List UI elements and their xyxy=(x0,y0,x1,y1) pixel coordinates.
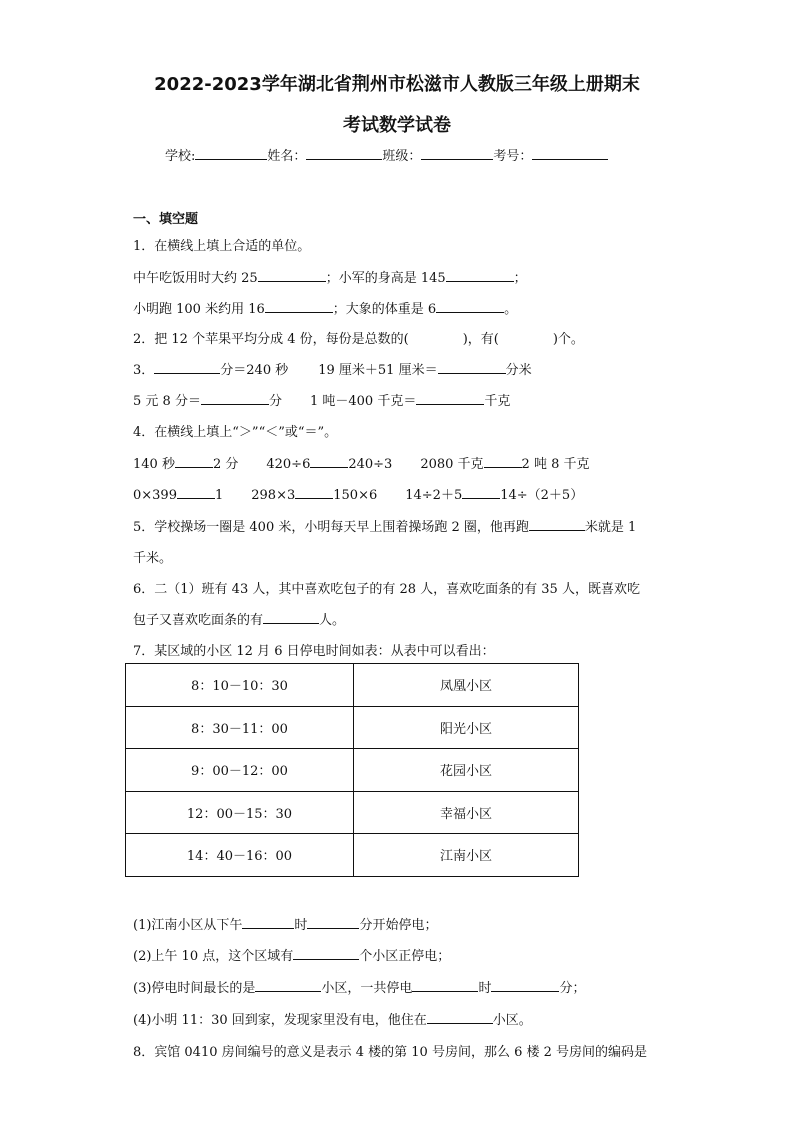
answer-blank[interactable] xyxy=(154,361,220,374)
answer-blank[interactable] xyxy=(307,916,359,929)
table-row xyxy=(126,664,579,707)
outage-time-cell: 12：00－15：30 xyxy=(126,791,354,834)
answer-blank[interactable] xyxy=(436,300,504,313)
q3-text: 3． xyxy=(133,363,155,378)
q7-stem: 7．某区域的小区 12 月 6 日停电时间如表：从表中可以看出： xyxy=(133,644,495,659)
q4-text: 150×6 xyxy=(333,488,378,503)
q4-text: 14÷2＋5 xyxy=(405,488,463,503)
q3-line2 xyxy=(133,390,510,409)
answer-blank[interactable] xyxy=(258,269,326,282)
answer-blank[interactable] xyxy=(438,361,506,374)
q4-text: 298×3 xyxy=(251,488,296,503)
q4-text: 2 分 xyxy=(212,457,239,472)
answer-blank[interactable] xyxy=(491,979,559,992)
outage-time-cell: 8：30－11：00 xyxy=(126,706,354,749)
q3-text: 千克 xyxy=(484,394,511,409)
q7-text: 小区。 xyxy=(492,1013,532,1028)
q6-text: 人。 xyxy=(319,613,346,628)
q4-text: 140 秒 xyxy=(133,457,175,472)
answer-blank[interactable] xyxy=(255,979,321,992)
student-info-row xyxy=(165,145,608,164)
q5-text: 米就是 1 xyxy=(584,520,637,535)
q3-line1 xyxy=(133,359,532,378)
q5-text: 5．学校操场一圈是 400 米，小明每天早上围着操场跑 2 圈，他再跑 xyxy=(133,520,529,535)
q4-row2 xyxy=(133,484,583,503)
community-name-cell: 凤凰小区 xyxy=(354,664,579,707)
answer-blank[interactable] xyxy=(242,916,294,929)
q5-line1 xyxy=(133,516,636,535)
q4-row1 xyxy=(133,453,590,472)
q1-stem: 1．在横线上填上合适的单位。 xyxy=(133,239,311,254)
q4-text: 2 吨 8 千克 xyxy=(521,457,590,472)
q3-text: 1 吨－400 千克＝ xyxy=(309,394,417,409)
q1-text: 。 xyxy=(504,302,518,317)
class-blank[interactable] xyxy=(421,147,493,160)
community-name-cell: 花园小区 xyxy=(354,749,579,792)
q4-text: 240÷3 xyxy=(348,457,393,472)
answer-blank[interactable] xyxy=(529,518,585,531)
q3-text: 5 元 8 分＝ xyxy=(133,394,201,409)
exam-title-line2: 考试数学试卷 xyxy=(343,115,451,136)
q6-line1: 6．二（1）班有 43 人，其中喜欢吃包子的有 28 人，喜欢吃面条的有 35 人，既喜欢吃 xyxy=(133,582,640,597)
community-name-cell: 幸福小区 xyxy=(354,791,579,834)
name-blank[interactable] xyxy=(306,147,382,160)
q5-line2: 千米。 xyxy=(133,551,173,566)
q7-sub4 xyxy=(133,1009,532,1028)
outage-time-cell: 8：10－10：30 xyxy=(126,664,354,707)
answer-blank[interactable] xyxy=(201,392,269,405)
compare-blank[interactable] xyxy=(484,455,522,468)
community-name-cell: 阳光小区 xyxy=(354,706,579,749)
q7-sub2 xyxy=(133,945,450,964)
q7-text: (2)上午 10 点，这个区域有 xyxy=(133,949,294,964)
q7-text: 分开始停电； xyxy=(359,918,438,933)
q4-text: 14÷（2＋5） xyxy=(500,488,584,503)
q1-text: ；小军的身高是 145 xyxy=(325,271,446,286)
q7-text: 个小区正停电； xyxy=(359,949,451,964)
section-heading-fill-blank: 一、填空题 xyxy=(133,212,199,227)
q2-text: )个。 xyxy=(552,332,584,347)
compare-blank[interactable] xyxy=(462,486,500,499)
q4-text: 420÷6 xyxy=(266,457,311,472)
q1-text: ； xyxy=(513,271,527,286)
table-row xyxy=(126,749,579,792)
community-name-cell: 江南小区 xyxy=(354,834,579,877)
outage-schedule-table xyxy=(125,663,579,877)
q7-text: 小区，一共停电 xyxy=(321,981,413,996)
school-label: 学校: xyxy=(165,149,196,164)
exam-number-label: 考号： xyxy=(493,149,533,164)
q4-text: 1 xyxy=(214,488,224,503)
answer-blank[interactable] xyxy=(446,269,514,282)
q3-text: 分米 xyxy=(505,363,532,378)
table-row xyxy=(126,706,579,749)
table-row xyxy=(126,791,579,834)
answer-blank[interactable] xyxy=(412,979,478,992)
q6-line2 xyxy=(133,609,345,628)
q7-sub3 xyxy=(133,977,585,996)
answer-blank[interactable] xyxy=(416,392,484,405)
q8-line1: 8．宾馆 0410 房间编号的意义是表示 4 楼的第 10 号房间，那么 6 楼 2 号房间的编码是 xyxy=(133,1045,648,1060)
q2-text: 2．把 12 个苹果平均分成 4 份，每份是总数的( xyxy=(133,332,409,347)
name-label: 姓名： xyxy=(267,149,307,164)
outage-time-cell: 14：40－16：00 xyxy=(126,834,354,877)
q3-text: 分 xyxy=(268,394,282,409)
q4-text: 0×399 xyxy=(133,488,177,503)
class-label: 班级： xyxy=(382,149,422,164)
q1-text: 小明跑 100 米约用 16 xyxy=(133,302,265,317)
q7-text: (4)小明 11：30 回到家，发现家里没有电，他住在 xyxy=(133,1013,427,1028)
q3-text: 分＝240 秒 xyxy=(220,363,289,378)
q7-text: (3)停电时间最长的是 xyxy=(133,981,256,996)
compare-blank[interactable] xyxy=(175,455,213,468)
q1-line2 xyxy=(133,298,517,317)
q1-text: 中午吃饭用时大约 25 xyxy=(133,271,258,286)
q1-text: ；大象的体重是 6 xyxy=(332,302,437,317)
q2-text: )，有( xyxy=(462,332,499,347)
q7-text: 分； xyxy=(559,981,586,996)
q3-text: 19 厘米＋51 厘米＝ xyxy=(318,363,438,378)
exam-number-blank[interactable] xyxy=(532,147,608,160)
q4-stem: 4．在横线上填上“＞”“＜”或“＝”。 xyxy=(133,425,338,440)
outage-time-cell: 9：00－12：00 xyxy=(126,749,354,792)
q7-text: 时 xyxy=(294,918,308,933)
q4-text: 2080 千克 xyxy=(420,457,484,472)
answer-blank[interactable] xyxy=(265,300,333,313)
table-row xyxy=(126,834,579,877)
compare-blank[interactable] xyxy=(295,486,333,499)
q6-text: 包子又喜欢吃面条的有 xyxy=(133,613,264,628)
q7-text: (1)江南小区从下午 xyxy=(133,918,243,933)
q1-line1 xyxy=(133,267,527,286)
compare-blank[interactable] xyxy=(310,455,348,468)
answer-blank[interactable] xyxy=(427,1011,493,1024)
compare-blank[interactable] xyxy=(177,486,215,499)
exam-title-line1: 2022-2023学年湖北省荆州市松滋市人教版三年级上册期末 xyxy=(154,74,640,95)
answer-blank[interactable] xyxy=(263,611,319,624)
q2-line xyxy=(133,328,584,347)
school-blank[interactable] xyxy=(195,147,267,160)
q7-text: 时 xyxy=(478,981,492,996)
answer-blank[interactable] xyxy=(293,947,359,960)
q7-sub1 xyxy=(133,914,437,933)
